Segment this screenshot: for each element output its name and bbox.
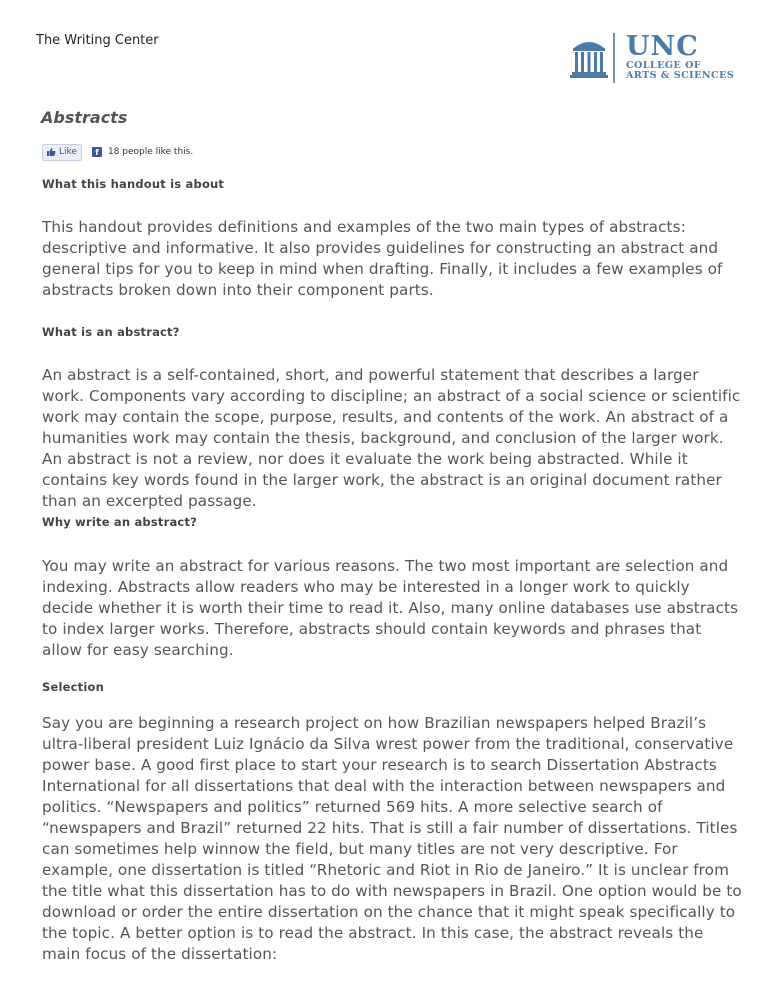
old-well-icon xyxy=(570,36,608,78)
page-title: Abstracts xyxy=(41,108,128,127)
logo-text xyxy=(626,33,734,81)
facebook-icon: f xyxy=(92,147,102,157)
section-body-why: You may write an abstract for various reasons. The two most important are selection and indexing. Abstracts allow readers who may be interested in a longer work to quickly decide whether it is worth their time to read it. Also, many online databases use abstracts to index larger works. Therefore, abstracts should contain keywords and phrases that allow for easy searching. xyxy=(42,557,739,659)
section-body-what: An abstract is a self-contained, short, and powerful statement that describes a larger work. Components vary according to discipline; an abstract of a social science or scientific work may contain the scope, purpose, results, and contents of the work. An abstract of a humanities work may contain the thesis, background, and conclusion of the larger work. An abstract is not a review, nor does it evaluate the work being abstracted. While it contains key words found in the larger work, the abstract is an original document rather than an excerpted passage. xyxy=(42,366,741,510)
logo-divider xyxy=(613,33,615,83)
logo-line1: COLLEGE OF xyxy=(626,60,702,71)
section-heading-about: What this handout is about xyxy=(42,177,225,191)
logo-line2: ARTS & SCIENCES xyxy=(626,70,735,81)
section-body-selection: Say you are beginning a research project on how Brazilian newspapers helped Brazil’s ultra-liberal president Luiz Ignácio da Silva wrest power from the traditional, conservative power base. A good first place to start your research is to search Dissertation Abstracts International for all dissertations that deal with the interaction between newspapers and politics. “Newspapers and politics” returned 569 hits. A more selective search of “newspapers and Brazil” returned 22 hits. That is still a fair number of dissertations. Titles can sometimes help winnow the field, but many titles are not very descriptive. For example, one dissertation is titled “Rhetoric and Riot in Rio de Janeiro.” It is unclear from the title what this dissertation has to do with newspapers in Brazil. One option would be to download or order the entire dissertation on the chance that it might speak specifically to the topic. A better option is to read the abstract. In this case, the abstract reveals the main focus of the dissertation: xyxy=(42,714,742,963)
like-count: 18 people like this. xyxy=(107,147,194,157)
like-button[interactable] xyxy=(42,144,82,161)
like-row xyxy=(42,144,193,160)
section-heading-what: What is an abstract? xyxy=(42,325,180,339)
like-button-label: Like xyxy=(59,147,77,157)
section-body-about: This handout provides definitions and examples of the two main types of abstracts: descriptive and informative. It also provides guidelines for constructing an abstract and general tips for you to keep in mind when drafting. Finally, it includes a few examples of abstracts broken down into their component parts. xyxy=(42,218,723,299)
section-heading-selection: Selection xyxy=(42,680,104,694)
logo-unc: UNC xyxy=(626,31,699,62)
unc-logo[interactable] xyxy=(570,33,740,87)
header-title: The Writing Center xyxy=(36,33,159,48)
thumbs-up-icon xyxy=(46,147,56,157)
section-heading-why: Why write an abstract? xyxy=(42,515,198,529)
